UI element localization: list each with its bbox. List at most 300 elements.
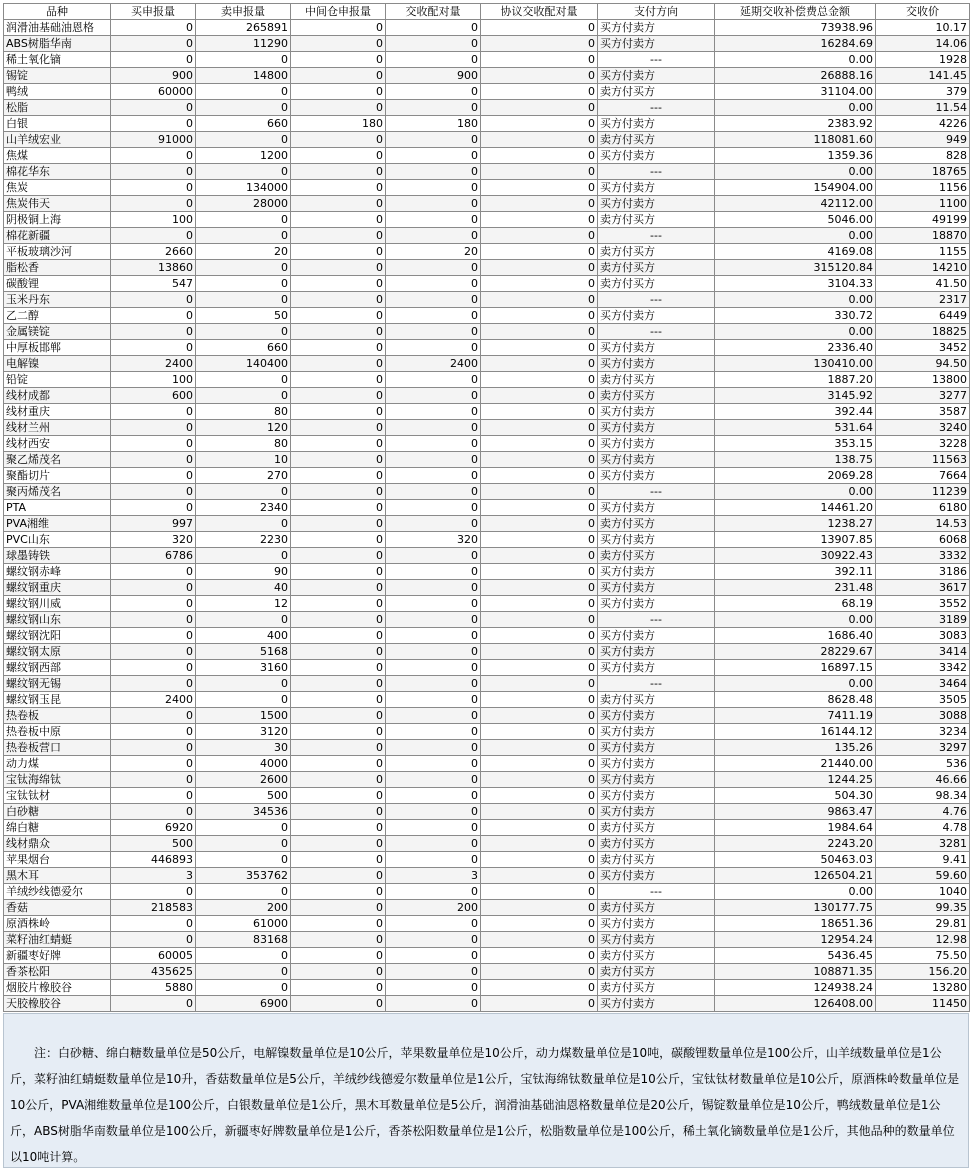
cell-delivery-matched: 0 — [386, 884, 481, 900]
cell-variety: 苹果烟台 — [4, 852, 111, 868]
cell-variety: 天胶橡胶谷 — [4, 996, 111, 1012]
table-row — [4, 980, 970, 996]
cell-variety: 线材鼎众 — [4, 836, 111, 852]
table-row — [4, 468, 970, 484]
cell-compensation-total: 0.00 — [715, 612, 876, 628]
cell-payment-direction: --- — [598, 100, 715, 116]
cell-buy-declared: 0 — [111, 116, 196, 132]
cell-payment-direction: 卖方付买方 — [598, 388, 715, 404]
cell-buy-declared: 0 — [111, 180, 196, 196]
cell-variety: 宝钛海绵钛 — [4, 772, 111, 788]
cell-payment-direction: 卖方付买方 — [598, 948, 715, 964]
cell-buy-declared: 0 — [111, 20, 196, 36]
cell-sell-declared: 0 — [196, 948, 291, 964]
cell-delivery-matched: 0 — [386, 260, 481, 276]
table-row — [4, 548, 970, 564]
cell-intermediate-declared: 0 — [291, 580, 386, 596]
table-row — [4, 116, 970, 132]
cell-agreement-matched: 0 — [481, 356, 598, 372]
table-row — [4, 260, 970, 276]
cell-variety: 宝钛钛材 — [4, 788, 111, 804]
cell-sell-declared: 265891 — [196, 20, 291, 36]
cell-agreement-matched: 0 — [481, 116, 598, 132]
cell-agreement-matched: 0 — [481, 516, 598, 532]
cell-buy-declared: 0 — [111, 740, 196, 756]
cell-buy-declared: 5880 — [111, 980, 196, 996]
cell-agreement-matched: 0 — [481, 100, 598, 116]
cell-delivery-price: 11239 — [876, 484, 970, 500]
header-intermediate-declared: 中间仓申报量 — [291, 4, 386, 20]
cell-payment-direction: 买方付卖方 — [598, 564, 715, 580]
table-row — [4, 100, 970, 116]
cell-payment-direction: 买方付卖方 — [598, 756, 715, 772]
cell-sell-declared: 90 — [196, 564, 291, 580]
cell-buy-declared: 0 — [111, 580, 196, 596]
cell-compensation-total: 26888.16 — [715, 68, 876, 84]
cell-variety: 螺纹钢山东 — [4, 612, 111, 628]
table-row — [4, 388, 970, 404]
cell-buy-declared: 13860 — [111, 260, 196, 276]
cell-delivery-price: 3414 — [876, 644, 970, 660]
cell-sell-declared: 0 — [196, 324, 291, 340]
cell-variety: ABS树脂华南 — [4, 36, 111, 52]
cell-compensation-total: 392.11 — [715, 564, 876, 580]
cell-delivery-price: 59.60 — [876, 868, 970, 884]
cell-agreement-matched: 0 — [481, 20, 598, 36]
cell-buy-declared: 0 — [111, 308, 196, 324]
cell-agreement-matched: 0 — [481, 644, 598, 660]
cell-delivery-matched: 0 — [386, 20, 481, 36]
table-header-row — [4, 4, 970, 20]
cell-agreement-matched: 0 — [481, 804, 598, 820]
cell-delivery-price: 3189 — [876, 612, 970, 628]
cell-intermediate-declared: 0 — [291, 628, 386, 644]
table-row — [4, 852, 970, 868]
cell-compensation-total: 2243.20 — [715, 836, 876, 852]
table-body — [4, 20, 970, 1012]
cell-payment-direction: 卖方付买方 — [598, 548, 715, 564]
cell-delivery-price: 156.20 — [876, 964, 970, 980]
cell-compensation-total: 531.64 — [715, 420, 876, 436]
cell-intermediate-declared: 0 — [291, 164, 386, 180]
cell-delivery-matched: 0 — [386, 500, 481, 516]
cell-delivery-price: 99.35 — [876, 900, 970, 916]
cell-payment-direction: --- — [598, 292, 715, 308]
cell-intermediate-declared: 0 — [291, 260, 386, 276]
cell-intermediate-declared: 0 — [291, 980, 386, 996]
cell-payment-direction: 买方付卖方 — [598, 932, 715, 948]
cell-variety: 原酒株岭 — [4, 916, 111, 932]
cell-buy-declared: 0 — [111, 436, 196, 452]
cell-delivery-matched: 0 — [386, 852, 481, 868]
cell-intermediate-declared: 0 — [291, 900, 386, 916]
cell-variety: 绵白糖 — [4, 820, 111, 836]
table-row — [4, 948, 970, 964]
cell-delivery-matched: 0 — [386, 212, 481, 228]
cell-payment-direction: 买方付卖方 — [598, 196, 715, 212]
cell-compensation-total: 73938.96 — [715, 20, 876, 36]
cell-variety: 热卷板 — [4, 708, 111, 724]
cell-delivery-matched: 0 — [386, 932, 481, 948]
cell-intermediate-declared: 180 — [291, 116, 386, 132]
cell-intermediate-declared: 0 — [291, 772, 386, 788]
cell-compensation-total: 21440.00 — [715, 756, 876, 772]
cell-compensation-total: 3104.33 — [715, 276, 876, 292]
cell-payment-direction: 卖方付买方 — [598, 244, 715, 260]
cell-variety: 铅锭 — [4, 372, 111, 388]
cell-buy-declared: 0 — [111, 884, 196, 900]
cell-intermediate-declared: 0 — [291, 196, 386, 212]
cell-delivery-price: 10.17 — [876, 20, 970, 36]
cell-delivery-price: 4.78 — [876, 820, 970, 836]
cell-compensation-total: 130177.75 — [715, 900, 876, 916]
cell-payment-direction: 买方付卖方 — [598, 356, 715, 372]
cell-agreement-matched: 0 — [481, 692, 598, 708]
cell-intermediate-declared: 0 — [291, 340, 386, 356]
cell-sell-declared: 40 — [196, 580, 291, 596]
table-row — [4, 932, 970, 948]
cell-delivery-price: 13800 — [876, 372, 970, 388]
cell-payment-direction: 买方付卖方 — [598, 660, 715, 676]
cell-sell-declared: 660 — [196, 116, 291, 132]
cell-sell-declared: 0 — [196, 980, 291, 996]
cell-payment-direction: 买方付卖方 — [598, 804, 715, 820]
cell-delivery-price: 3083 — [876, 628, 970, 644]
cell-sell-declared: 3120 — [196, 724, 291, 740]
cell-compensation-total: 154904.00 — [715, 180, 876, 196]
cell-delivery-matched: 0 — [386, 324, 481, 340]
cell-sell-declared: 50 — [196, 308, 291, 324]
cell-agreement-matched: 0 — [481, 932, 598, 948]
cell-delivery-matched: 0 — [386, 292, 481, 308]
cell-sell-declared: 0 — [196, 372, 291, 388]
cell-intermediate-declared: 0 — [291, 244, 386, 260]
table-row — [4, 676, 970, 692]
cell-intermediate-declared: 0 — [291, 804, 386, 820]
cell-payment-direction: 卖方付买方 — [598, 84, 715, 100]
cell-variety: 聚丙烯茂名 — [4, 484, 111, 500]
cell-delivery-matched: 0 — [386, 340, 481, 356]
cell-delivery-matched: 0 — [386, 196, 481, 212]
table-row — [4, 916, 970, 932]
cell-agreement-matched: 0 — [481, 948, 598, 964]
cell-payment-direction: --- — [598, 324, 715, 340]
cell-intermediate-declared: 0 — [291, 420, 386, 436]
cell-compensation-total: 16284.69 — [715, 36, 876, 52]
cell-variety: 润滑油基础油恩格 — [4, 20, 111, 36]
cell-variety: 玉米丹东 — [4, 292, 111, 308]
cell-delivery-matched: 0 — [386, 836, 481, 852]
cell-variety: 热卷板营口 — [4, 740, 111, 756]
cell-delivery-matched: 0 — [386, 52, 481, 68]
cell-compensation-total: 108871.35 — [715, 964, 876, 980]
cell-sell-declared: 270 — [196, 468, 291, 484]
cell-payment-direction: 买方付卖方 — [598, 788, 715, 804]
cell-delivery-price: 1040 — [876, 884, 970, 900]
cell-buy-declared: 2660 — [111, 244, 196, 260]
table-row — [4, 772, 970, 788]
cell-variety: 山羊绒宏业 — [4, 132, 111, 148]
table-row — [4, 612, 970, 628]
cell-intermediate-declared: 0 — [291, 372, 386, 388]
cell-payment-direction: 买方付卖方 — [598, 20, 715, 36]
cell-delivery-price: 949 — [876, 132, 970, 148]
cell-intermediate-declared: 0 — [291, 148, 386, 164]
cell-agreement-matched: 0 — [481, 756, 598, 772]
table-row — [4, 884, 970, 900]
cell-delivery-price: 3228 — [876, 436, 970, 452]
cell-delivery-price: 12.98 — [876, 932, 970, 948]
cell-sell-declared: 10 — [196, 452, 291, 468]
cell-compensation-total: 16144.12 — [715, 724, 876, 740]
cell-buy-declared: 0 — [111, 708, 196, 724]
cell-compensation-total: 18651.36 — [715, 916, 876, 932]
cell-variety: 螺纹钢西部 — [4, 660, 111, 676]
table-row — [4, 244, 970, 260]
cell-agreement-matched: 0 — [481, 852, 598, 868]
cell-buy-declared: 0 — [111, 340, 196, 356]
cell-sell-declared: 34536 — [196, 804, 291, 820]
table-row — [4, 212, 970, 228]
cell-sell-declared: 200 — [196, 900, 291, 916]
cell-buy-declared: 0 — [111, 292, 196, 308]
cell-sell-declared: 0 — [196, 676, 291, 692]
cell-buy-declared: 0 — [111, 660, 196, 676]
delivery-table — [3, 3, 970, 1012]
cell-buy-declared: 100 — [111, 372, 196, 388]
cell-compensation-total: 2069.28 — [715, 468, 876, 484]
cell-payment-direction: 买方付卖方 — [598, 340, 715, 356]
cell-variety: 棉花华东 — [4, 164, 111, 180]
cell-delivery-price: 3240 — [876, 420, 970, 436]
cell-delivery-matched: 0 — [386, 436, 481, 452]
cell-delivery-price: 11450 — [876, 996, 970, 1012]
cell-compensation-total: 126408.00 — [715, 996, 876, 1012]
cell-buy-declared: 0 — [111, 164, 196, 180]
cell-intermediate-declared: 0 — [291, 820, 386, 836]
cell-sell-declared: 2340 — [196, 500, 291, 516]
cell-intermediate-declared: 0 — [291, 276, 386, 292]
cell-compensation-total: 5046.00 — [715, 212, 876, 228]
cell-delivery-matched: 0 — [386, 148, 481, 164]
cell-variety: 电解镍 — [4, 356, 111, 372]
cell-compensation-total: 2383.92 — [715, 116, 876, 132]
cell-buy-declared: 6786 — [111, 548, 196, 564]
cell-agreement-matched: 0 — [481, 532, 598, 548]
cell-delivery-price: 11563 — [876, 452, 970, 468]
cell-intermediate-declared: 0 — [291, 852, 386, 868]
cell-compensation-total: 124938.24 — [715, 980, 876, 996]
cell-intermediate-declared: 0 — [291, 564, 386, 580]
cell-sell-declared: 0 — [196, 228, 291, 244]
cell-agreement-matched: 0 — [481, 900, 598, 916]
cell-sell-declared: 80 — [196, 436, 291, 452]
cell-delivery-matched: 0 — [386, 804, 481, 820]
cell-buy-declared: 2400 — [111, 356, 196, 372]
cell-variety: 焦煤 — [4, 148, 111, 164]
table-row — [4, 516, 970, 532]
cell-variety: 平板玻璃沙河 — [4, 244, 111, 260]
cell-payment-direction: --- — [598, 884, 715, 900]
cell-intermediate-declared: 0 — [291, 324, 386, 340]
cell-sell-declared: 0 — [196, 692, 291, 708]
cell-delivery-price: 6068 — [876, 532, 970, 548]
cell-buy-declared: 0 — [111, 468, 196, 484]
cell-intermediate-declared: 0 — [291, 756, 386, 772]
cell-intermediate-declared: 0 — [291, 308, 386, 324]
cell-sell-declared: 1200 — [196, 148, 291, 164]
cell-delivery-matched: 320 — [386, 532, 481, 548]
cell-delivery-price: 1928 — [876, 52, 970, 68]
cell-buy-declared: 0 — [111, 596, 196, 612]
header-variety: 品种 — [4, 4, 111, 20]
cell-compensation-total: 392.44 — [715, 404, 876, 420]
table-row — [4, 404, 970, 420]
cell-delivery-price: 536 — [876, 756, 970, 772]
cell-buy-declared: 320 — [111, 532, 196, 548]
cell-delivery-matched: 0 — [386, 308, 481, 324]
cell-intermediate-declared: 0 — [291, 660, 386, 676]
cell-compensation-total: 231.48 — [715, 580, 876, 596]
cell-agreement-matched: 0 — [481, 276, 598, 292]
cell-buy-declared: 0 — [111, 484, 196, 500]
cell-intermediate-declared: 0 — [291, 388, 386, 404]
table-row — [4, 164, 970, 180]
cell-intermediate-declared: 0 — [291, 676, 386, 692]
cell-variety: 金属镁锭 — [4, 324, 111, 340]
cell-payment-direction: 卖方付买方 — [598, 276, 715, 292]
cell-sell-declared: 61000 — [196, 916, 291, 932]
cell-delivery-price: 2317 — [876, 292, 970, 308]
cell-agreement-matched: 0 — [481, 916, 598, 932]
cell-payment-direction: 买方付卖方 — [598, 740, 715, 756]
table-row — [4, 756, 970, 772]
cell-payment-direction: 买方付卖方 — [598, 308, 715, 324]
cell-buy-declared: 0 — [111, 996, 196, 1012]
cell-sell-declared: 0 — [196, 484, 291, 500]
cell-delivery-price: 14210 — [876, 260, 970, 276]
table-row — [4, 372, 970, 388]
cell-payment-direction: --- — [598, 484, 715, 500]
cell-payment-direction: 买方付卖方 — [598, 916, 715, 932]
cell-agreement-matched: 0 — [481, 772, 598, 788]
cell-intermediate-declared: 0 — [291, 548, 386, 564]
cell-compensation-total: 42112.00 — [715, 196, 876, 212]
cell-compensation-total: 5436.45 — [715, 948, 876, 964]
cell-payment-direction: 卖方付买方 — [598, 900, 715, 916]
cell-intermediate-declared: 0 — [291, 932, 386, 948]
cell-delivery-matched: 0 — [386, 596, 481, 612]
cell-payment-direction: 买方付卖方 — [598, 644, 715, 660]
cell-buy-declared: 0 — [111, 36, 196, 52]
cell-intermediate-declared: 0 — [291, 36, 386, 52]
cell-compensation-total: 504.30 — [715, 788, 876, 804]
cell-compensation-total: 0.00 — [715, 164, 876, 180]
table-row — [4, 836, 970, 852]
cell-delivery-price: 18825 — [876, 324, 970, 340]
cell-delivery-matched: 0 — [386, 548, 481, 564]
cell-delivery-matched: 0 — [386, 916, 481, 932]
cell-delivery-price: 1100 — [876, 196, 970, 212]
cell-agreement-matched: 0 — [481, 980, 598, 996]
table-row — [4, 196, 970, 212]
cell-variety: 焦炭 — [4, 180, 111, 196]
cell-buy-declared: 0 — [111, 228, 196, 244]
cell-intermediate-declared: 0 — [291, 468, 386, 484]
cell-variety: 焦炭伟天 — [4, 196, 111, 212]
cell-sell-declared: 30 — [196, 740, 291, 756]
cell-compensation-total: 31104.00 — [715, 84, 876, 100]
cell-compensation-total: 0.00 — [715, 228, 876, 244]
table-row — [4, 20, 970, 36]
cell-delivery-price: 46.66 — [876, 772, 970, 788]
cell-delivery-matched: 0 — [386, 100, 481, 116]
cell-agreement-matched: 0 — [481, 468, 598, 484]
cell-compensation-total: 0.00 — [715, 676, 876, 692]
cell-buy-declared: 2400 — [111, 692, 196, 708]
cell-variety: 热卷板中原 — [4, 724, 111, 740]
cell-sell-declared: 2600 — [196, 772, 291, 788]
table-row — [4, 420, 970, 436]
header-compensation-total: 延期交收补偿费总金额 — [715, 4, 876, 20]
cell-compensation-total: 68.19 — [715, 596, 876, 612]
table-row — [4, 228, 970, 244]
cell-variety: 螺纹钢沈阳 — [4, 628, 111, 644]
cell-sell-declared: 0 — [196, 612, 291, 628]
table-row — [4, 436, 970, 452]
cell-sell-declared: 12 — [196, 596, 291, 612]
cell-intermediate-declared: 0 — [291, 964, 386, 980]
cell-variety: 螺纹钢无锡 — [4, 676, 111, 692]
cell-agreement-matched: 0 — [481, 660, 598, 676]
cell-variety: 中厚板邯郸 — [4, 340, 111, 356]
cell-agreement-matched: 0 — [481, 164, 598, 180]
cell-buy-declared: 0 — [111, 612, 196, 628]
table-row — [4, 180, 970, 196]
cell-variety: 螺纹钢玉昆 — [4, 692, 111, 708]
cell-sell-declared: 353762 — [196, 868, 291, 884]
cell-buy-declared: 435625 — [111, 964, 196, 980]
cell-payment-direction: 买方付卖方 — [598, 996, 715, 1012]
cell-agreement-matched: 0 — [481, 548, 598, 564]
cell-intermediate-declared: 0 — [291, 740, 386, 756]
cell-compensation-total: 28229.67 — [715, 644, 876, 660]
cell-delivery-price: 3342 — [876, 660, 970, 676]
cell-intermediate-declared: 0 — [291, 788, 386, 804]
cell-delivery-matched: 0 — [386, 948, 481, 964]
cell-compensation-total: 12954.24 — [715, 932, 876, 948]
cell-agreement-matched: 0 — [481, 292, 598, 308]
cell-agreement-matched: 0 — [481, 340, 598, 356]
cell-sell-declared: 0 — [196, 164, 291, 180]
cell-compensation-total: 330.72 — [715, 308, 876, 324]
settlement-report — [3, 3, 969, 1012]
header-delivery-price: 交收价 — [876, 4, 970, 20]
cell-delivery-matched: 900 — [386, 68, 481, 84]
cell-payment-direction: 卖方付买方 — [598, 212, 715, 228]
cell-intermediate-declared: 0 — [291, 916, 386, 932]
cell-agreement-matched: 0 — [481, 788, 598, 804]
cell-agreement-matched: 0 — [481, 836, 598, 852]
cell-delivery-matched: 0 — [386, 740, 481, 756]
table-row — [4, 708, 970, 724]
cell-delivery-matched: 0 — [386, 564, 481, 580]
cell-delivery-price: 828 — [876, 148, 970, 164]
cell-variety: 新疆枣好牌 — [4, 948, 111, 964]
cell-sell-declared: 0 — [196, 516, 291, 532]
table-row — [4, 788, 970, 804]
table-row — [4, 132, 970, 148]
